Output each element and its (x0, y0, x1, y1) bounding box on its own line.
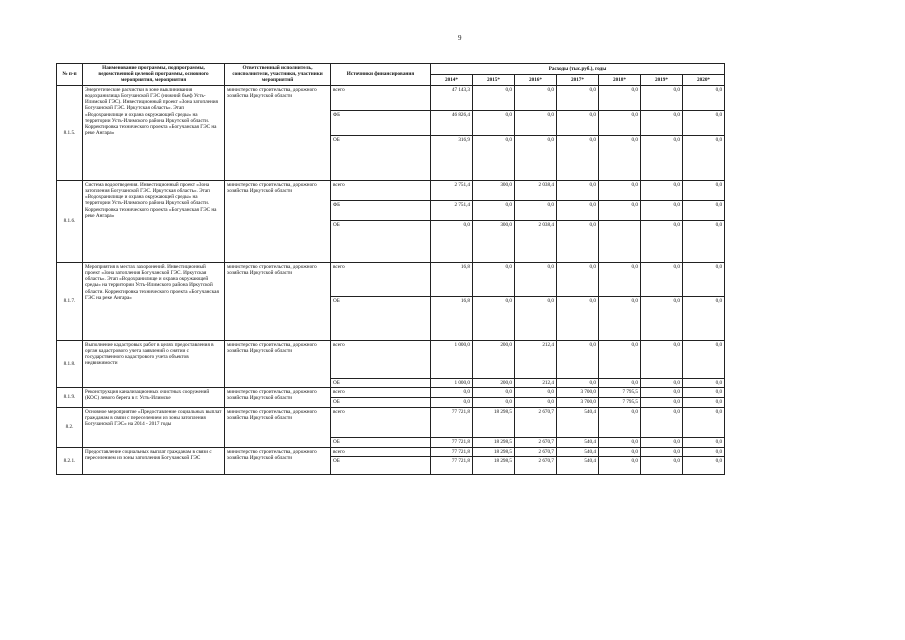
row-number: 8.2. (57, 407, 83, 447)
row-value: 0,0 (557, 378, 599, 387)
row-number: 8.1.8. (57, 340, 83, 387)
row-source: ОБ (331, 437, 431, 447)
row-responsible: министерство строительства, дорожного хозяйства Иркутской области (225, 407, 331, 447)
row-source: всего (331, 340, 431, 378)
row-value: 16,8 (431, 296, 473, 340)
row-value: 0,0 (515, 135, 557, 180)
row-value: 0,0 (641, 457, 683, 475)
row-value: 0,0 (515, 397, 557, 407)
table-row (57, 180, 725, 200)
row-value: 0,0 (641, 387, 683, 397)
row-value: 0,0 (599, 437, 641, 447)
header-year: 2015* (473, 74, 515, 85)
row-number: 8.1.9. (57, 387, 83, 407)
row-value: 2 751,4 (431, 180, 473, 200)
row-value: 212,4 (515, 378, 557, 387)
row-value: 0,0 (473, 85, 515, 110)
row-value: 7 795,5 (599, 397, 641, 407)
row-number: 8.1.7. (57, 262, 83, 340)
row-source: ФБ (331, 110, 431, 135)
row-value: 0,0 (683, 437, 725, 447)
row-value: 0,0 (683, 378, 725, 387)
row-value: 3 700,0 (557, 397, 599, 407)
row-value: 0,0 (683, 457, 725, 475)
row-value: 0,0 (641, 110, 683, 135)
row-value: 0,0 (683, 200, 725, 220)
row-value: 0,0 (641, 200, 683, 220)
row-value: 0,0 (557, 220, 599, 262)
row-value: 540,4 (557, 457, 599, 475)
row-value: 540,4 (557, 437, 599, 447)
row-value: 0,0 (599, 262, 641, 296)
table-row (57, 340, 725, 378)
row-value: 0,0 (473, 135, 515, 180)
row-value: 0,0 (557, 180, 599, 200)
row-value: 18 298,5 (473, 437, 515, 447)
row-number: 8.1.6. (57, 180, 83, 262)
row-value: 0,0 (557, 200, 599, 220)
row-value: 3 700,0 (557, 387, 599, 397)
row-value: 2 751,4 (431, 200, 473, 220)
header-responsible: Ответственный исполнитель, соисполнители, участники, участники мероприятий (225, 64, 331, 86)
row-value: 200,0 (473, 340, 515, 378)
row-value: 0,0 (683, 407, 725, 437)
row-value: 212,4 (515, 340, 557, 378)
table-row (57, 85, 725, 110)
header-year: 2014* (431, 74, 473, 85)
row-name: Энергетические расчистки в зоне выклинивания водохранилища Богучанской ГЭС (нижний бьеф Усть-Илимской ГЭС). Инвестиционный проект «Зона затопления Богучанской ГЭС. Иркутская область». Этап «Водохранилище и охрана окружающей среды» на территории Усть-Илимского района Иркутской области. Корректировка технического проекта «Богучанская ГЭС на реке Ангара» (83, 85, 225, 180)
page-number: 9 (458, 34, 462, 42)
row-value: 1 000,0 (431, 340, 473, 378)
row-value: 0,0 (557, 85, 599, 110)
row-value: 0,0 (683, 220, 725, 262)
row-source: всего (331, 262, 431, 296)
header-year: 2017* (557, 74, 599, 85)
row-value: 0,0 (599, 407, 641, 437)
table-row (57, 447, 725, 456)
row-value: 0,0 (515, 387, 557, 397)
row-value: 0,0 (641, 220, 683, 262)
header-year: 2019* (641, 74, 683, 85)
row-value: 0,0 (641, 397, 683, 407)
table-body (57, 85, 725, 474)
row-responsible: министерство строительства, дорожного хозяйства Иркутской области (225, 340, 331, 387)
row-value: 300,0 (473, 220, 515, 262)
row-value: 0,0 (641, 447, 683, 456)
row-source: ОБ (331, 220, 431, 262)
table-row (57, 387, 725, 397)
row-number: 8.1.5. (57, 85, 83, 180)
row-source: всего (331, 85, 431, 110)
row-value: 0,0 (557, 135, 599, 180)
row-value: 200,0 (473, 378, 515, 387)
row-value: 2 670,7 (515, 437, 557, 447)
row-value: 0,0 (599, 180, 641, 200)
row-value: 0,0 (599, 447, 641, 456)
row-source: ФБ (331, 200, 431, 220)
header-year: 2020* (683, 74, 725, 85)
row-source: ОБ (331, 457, 431, 475)
row-value: 0,0 (641, 135, 683, 180)
row-value: 0,0 (515, 262, 557, 296)
row-value: 2 670,7 (515, 457, 557, 475)
row-value: 0,0 (599, 457, 641, 475)
row-value: 0,0 (473, 200, 515, 220)
header-year: 2016* (515, 74, 557, 85)
row-source: ОБ (331, 296, 431, 340)
row-value: 540,4 (557, 407, 599, 437)
row-value: 0,0 (683, 296, 725, 340)
row-responsible: министерство строительства, дорожного хозяйства Иркутской области (225, 85, 331, 180)
row-value: 0,0 (641, 296, 683, 340)
row-value: 0,0 (431, 397, 473, 407)
expenditure-table (56, 63, 725, 475)
row-value: 0,0 (683, 110, 725, 135)
row-value: 1 000,0 (431, 378, 473, 387)
row-value: 0,0 (641, 378, 683, 387)
row-value: 77 721,8 (431, 437, 473, 447)
row-value: 0,0 (515, 296, 557, 340)
row-value: 0,0 (683, 340, 725, 378)
row-responsible: министерство строительства, дорожного хозяйства Иркутской области (225, 387, 331, 407)
row-value: 0,0 (641, 262, 683, 296)
row-source: ОБ (331, 397, 431, 407)
row-name: Система водоотведения. Инвестиционный проект «Зона затопления Богучанской ГЭС. Иркутская область». Этап «Водохранилище и охрана окружающей среды» на территории Усть-Илимского района Иркутской области. Корректировка технического проекта «Богучанская ГЭС на реке Ангара» (83, 180, 225, 262)
row-value: 46 826,4 (431, 110, 473, 135)
row-value: 0,0 (557, 340, 599, 378)
row-value: 0,0 (683, 85, 725, 110)
row-value: 0,0 (683, 447, 725, 456)
row-value: 2 670,7 (515, 407, 557, 437)
row-source: всего (331, 447, 431, 456)
row-value: 0,0 (599, 85, 641, 110)
row-name: Выполнение кадастровых работ в целях предоставления в орган кадастрового учета заявлений о снятии с государственного кадастрового учета объектов недвижимости (83, 340, 225, 387)
row-value: 77 721,8 (431, 407, 473, 437)
row-value: 77 721,8 (431, 457, 473, 475)
row-source: ОБ (331, 378, 431, 387)
row-value: 2 038,4 (515, 220, 557, 262)
header-source: Источники финансирования (331, 64, 431, 86)
header-year: 2018* (599, 74, 641, 85)
row-value: 16,8 (431, 262, 473, 296)
row-name: Мероприятия в местах захоронений. Инвестиционный проект «Зона затопления Богучанской ГЭС. Иркутская область». Этап «Водохранилище и охрана окружающей среды» на территории Усть-Илимского района Иркутской области. Корректировка технического проекта «Богучанская ГЭС на реке Ангара» (83, 262, 225, 340)
row-value: 0,0 (515, 85, 557, 110)
header-expenditures: Расходы (тыс.руб.), годы (431, 64, 725, 75)
row-value: 0,0 (599, 200, 641, 220)
row-value: 0,0 (641, 340, 683, 378)
row-value: 540,4 (557, 447, 599, 456)
row-value: 0,0 (683, 135, 725, 180)
row-value: 2 038,4 (515, 180, 557, 200)
row-value: 0,0 (641, 85, 683, 110)
header-name: Наименование программы, подпрограммы, ведомственной целевой программы, основного мероприятия, мероприятия (83, 64, 225, 86)
row-value: 18 298,5 (473, 447, 515, 456)
row-value: 0,0 (473, 397, 515, 407)
row-value: 0,0 (557, 296, 599, 340)
row-number: 8.2.1. (57, 447, 83, 474)
row-value: 0,0 (641, 437, 683, 447)
row-value: 0,0 (473, 110, 515, 135)
row-value: 0,0 (473, 262, 515, 296)
row-source: ОБ (331, 135, 431, 180)
row-value: 0,0 (641, 180, 683, 200)
row-value: 0,0 (557, 262, 599, 296)
row-value: 0,0 (599, 110, 641, 135)
row-name: Предоставление социальных выплат гражданам в связи с переселением из зоны затопления Богучанской ГЭС (83, 447, 225, 474)
row-responsible: министерство строительства, дорожного хозяйства Иркутской области (225, 447, 331, 474)
row-value (599, 220, 641, 262)
row-responsible: министерство строительства, дорожного хозяйства Иркутской области (225, 262, 331, 340)
row-value: 0,0 (515, 200, 557, 220)
table-row (57, 407, 725, 437)
row-value: 0,0 (431, 387, 473, 397)
row-value: 0,0 (683, 387, 725, 397)
row-value: 0,0 (599, 296, 641, 340)
row-value: 0,0 (557, 110, 599, 135)
row-value: 0,0 (683, 397, 725, 407)
row-value: 77 721,8 (431, 447, 473, 456)
row-source: всего (331, 180, 431, 200)
row-value: 18 298,5 (473, 457, 515, 475)
row-value: 300,0 (473, 180, 515, 200)
row-value: 0,0 (431, 220, 473, 262)
row-source: всего (331, 407, 431, 437)
row-value: 0,0 (473, 296, 515, 340)
row-value: 0,0 (599, 340, 641, 378)
row-value: 0,0 (599, 135, 641, 180)
row-value: 47 143,3 (431, 85, 473, 110)
row-value: 316,9 (431, 135, 473, 180)
row-value: 0,0 (515, 110, 557, 135)
row-source: всего (331, 387, 431, 397)
row-value: 18 298,5 (473, 407, 515, 437)
header-no: № п-п (57, 64, 83, 86)
row-name: Реконструкция канализационных очистных сооружений (КОС) левого берега в г. Усть-Илимске (83, 387, 225, 407)
row-value: 0,0 (641, 407, 683, 437)
row-responsible: министерство строительства, дорожного хозяйства Иркутской области (225, 180, 331, 262)
row-name: Основное мероприятие «Предоставление социальных выплат гражданам в связи с переселением из зоны затопления Богучанской ГЭС» на 2014 - 2017 годы (83, 407, 225, 447)
row-value: 2 670,7 (515, 447, 557, 456)
table-row (57, 262, 725, 296)
row-value: 0,0 (683, 262, 725, 296)
row-value: 0,0 (683, 180, 725, 200)
row-value: 0,0 (599, 378, 641, 387)
row-value: 7 795,5 (599, 387, 641, 397)
row-value: 0,0 (473, 387, 515, 397)
